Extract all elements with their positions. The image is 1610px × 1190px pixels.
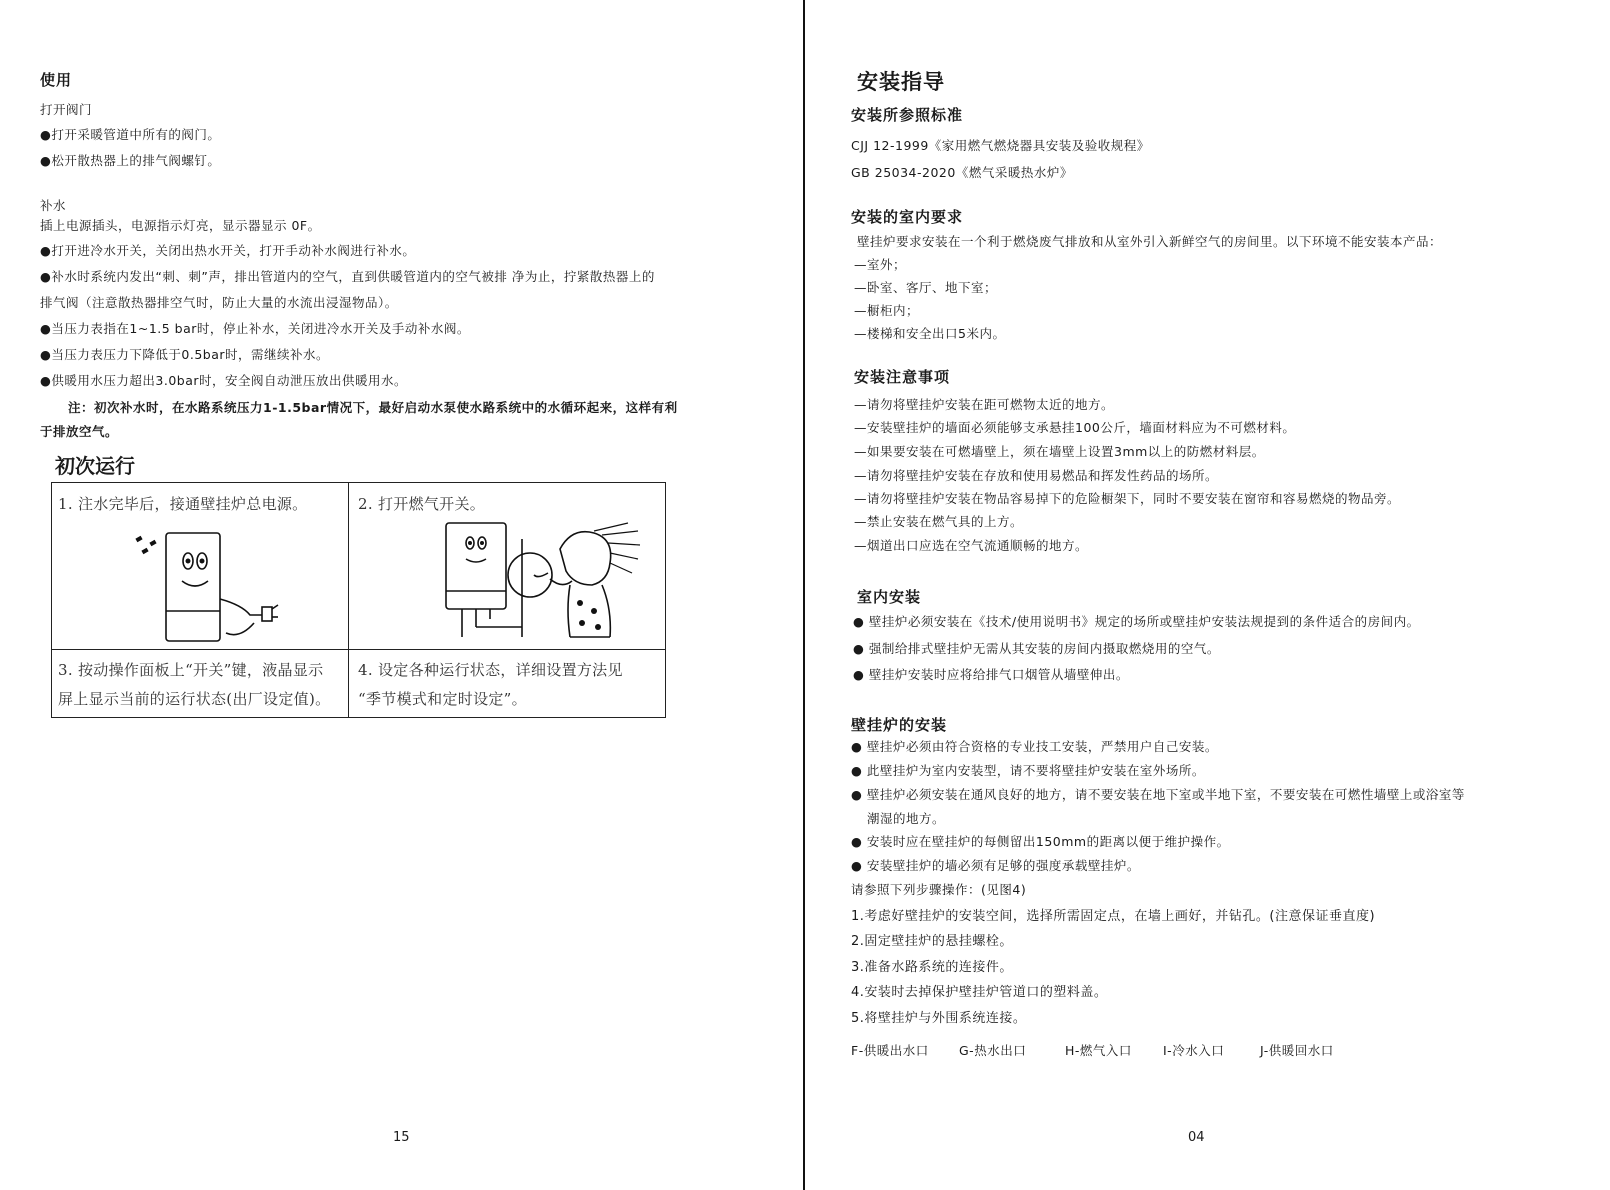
indoor-req-line-3: —卧室、客厅、地下室； xyxy=(854,280,998,295)
step-5: 5.将壁挂炉与外围系统连接。 xyxy=(851,1011,1027,1026)
port-f: F-供暖出水口 xyxy=(851,1043,929,1058)
gas-valve-illustration xyxy=(442,519,642,645)
fill-water-line-5: ●当压力表指在1~1.5 bar时，停止补水，关闭进冷水开关及手动补水阀。 xyxy=(40,321,470,336)
step-3: 3.准备水路系统的连接件。 xyxy=(851,960,1013,975)
fill-water-line-1: 插上电源插头，电源指示灯亮，显示器显示 0F。 xyxy=(40,218,321,233)
fill-water-title: 补水 xyxy=(40,198,67,213)
first-run-cell-1: 1. 注水完毕后，接通壁挂炉总电源。 xyxy=(58,495,308,513)
fill-water-note-2: 于排放空气。 xyxy=(40,424,119,439)
boiler-install-line-2: ● 此壁挂炉为室内安装型，请不要将壁挂炉安装在室外场所。 xyxy=(851,763,1205,778)
boiler-install-line-3: ● 壁挂炉必须安装在通风良好的地方，请不要安装在地下室或半地下室，不要安装在可燃性墙壁上或浴室等 xyxy=(851,787,1465,802)
step-4: 4.安装时去掉保护壁挂炉管道口的塑料盖。 xyxy=(851,985,1108,1000)
notes-line-6: —禁止安装在燃气具的上方。 xyxy=(854,514,1024,529)
left-page xyxy=(0,0,803,1190)
boiler-install-line-5: ● 安装时应在壁挂炉的每侧留出150mm的距离以便于维护操作。 xyxy=(851,834,1230,849)
page-number: 15 xyxy=(393,1130,410,1145)
indoor-install-line-1: ● 壁挂炉必须安装在《技术/使用说明书》规定的场所或壁挂炉安装法规提到的条件适合的房间内。 xyxy=(853,614,1420,629)
use-heading: 使用 xyxy=(40,71,73,89)
fill-water-line-7: ●供暖用水压力超出3.0bar时，安全阀自动泄压放出供暖用水。 xyxy=(40,373,408,388)
boiler-install-line-7: 请参照下列步骤操作：(见图4) xyxy=(851,882,1027,897)
install-guide-title: 安装指导 xyxy=(857,70,945,94)
first-run-cell-4-line-1: 4. 设定各种运行状态，详细设置方法见 xyxy=(358,661,623,679)
fill-water-line-6: ●当压力表压力下降低于0.5bar时，需继续补水。 xyxy=(40,347,330,362)
page-number: 04 xyxy=(1188,1130,1205,1145)
port-j: J-供暖回水口 xyxy=(1260,1043,1334,1058)
indoor-install-heading: 室内安装 xyxy=(857,588,922,606)
notes-line-3: —如果要安装在可燃墙壁上，须在墙壁上设置3mm以上的防燃材料层。 xyxy=(854,444,1265,459)
port-g: G-热水出口 xyxy=(959,1043,1027,1058)
indoor-install-line-3: ● 壁挂炉安装时应将给排气口烟管从墙壁伸出。 xyxy=(853,667,1129,682)
notes-line-7: —烟道出口应选在空气流通顺畅的地方。 xyxy=(854,538,1089,553)
indoor-install-line-2: ● 强制给排式壁挂炉无需从其安装的房间内摄取燃烧用的空气。 xyxy=(853,641,1220,656)
standard-line-2: GB 25034-2020《燃气采暖热水炉》 xyxy=(851,165,1073,180)
indoor-req-line-1: 壁挂炉要求安装在一个利于燃烧废气排放和从室外引入新鲜空气的房间里。以下环境不能安装本产品： xyxy=(857,234,1443,249)
open-valve-title: 打开阀门 xyxy=(40,102,93,117)
first-run-cell-4-line-2: “季节模式和定时设定”。 xyxy=(358,690,527,708)
boiler-power-illustration xyxy=(122,519,302,645)
fill-water-line-2: ●打开进冷水开关，关闭出热水开关，打开手动补水阀进行补水。 xyxy=(40,243,416,258)
first-run-cell-3-line-1: 3. 按动操作面板上“开关”键，液晶显示 xyxy=(58,661,324,679)
port-i: I-冷水入口 xyxy=(1163,1043,1225,1058)
indoor-req-line-4: —橱柜内； xyxy=(854,303,920,318)
right-page xyxy=(806,0,1610,1190)
port-h: H-燃气入口 xyxy=(1065,1043,1132,1058)
fill-water-line-3: ●补水时系统内发出“刺、刺”声，排出管道内的空气，直到供暖管道内的空气被排 净为止，拧紧散热器上的 xyxy=(40,269,655,284)
boiler-install-heading: 壁挂炉的安装 xyxy=(851,716,948,734)
step-1: 1.考虑好壁挂炉的安装空间，选择所需固定点，在墙上画好，并钻孔。(注意保证垂直度) xyxy=(851,909,1376,924)
indoor-req-heading: 安装的室内要求 xyxy=(851,208,964,226)
indoor-req-line-5: —楼梯和安全出口5米内。 xyxy=(854,326,1006,341)
fill-water-line-4: 排气阀（注意散热器排空气时，防止大量的水流出浸湿物品）。 xyxy=(40,295,398,310)
boiler-install-line-4: 潮湿的地方。 xyxy=(867,811,946,826)
fill-water-note-1: 注：初次补水时，在水路系统压力1-1.5bar情况下，最好启动水泵使水路系统中的水循环起来，这样有利 xyxy=(68,400,678,415)
notes-line-5: —请勿将壁挂炉安装在物品容易掉下的危险橱架下，同时不要安装在窗帘和容易燃烧的物品旁。 xyxy=(854,491,1401,506)
notes-line-2: —安装壁挂炉的墙面必须能够支承悬挂100公斤，墙面材料应为不可燃材料。 xyxy=(854,420,1296,435)
first-run-table xyxy=(51,482,666,718)
first-run-heading: 初次运行 xyxy=(55,454,135,478)
notes-line-1: —请勿将壁挂炉安装在距可燃物太近的地方。 xyxy=(854,397,1115,412)
book-spine xyxy=(803,0,805,1190)
standard-line-1: CJJ 12-1999《家用燃气燃烧器具安装及验收规程》 xyxy=(851,138,1150,153)
indoor-req-line-2: —室外； xyxy=(854,257,907,272)
boiler-install-line-1: ● 壁挂炉必须由符合资格的专业技工安装，严禁用户自己安装。 xyxy=(851,739,1218,754)
notes-line-4: —请勿将壁挂炉安装在存放和使用易燃品和挥发性药品的场所。 xyxy=(854,468,1219,483)
first-run-cell-2: 2. 打开燃气开关。 xyxy=(358,495,486,513)
boiler-install-line-6: ● 安装壁挂炉的墙必须有足够的强度承载壁挂炉。 xyxy=(851,858,1140,873)
open-valve-bullet-1: ●打开采暖管道中所有的阀门。 xyxy=(40,127,221,142)
notes-heading: 安装注意事项 xyxy=(854,368,951,386)
first-run-cell-3-line-2: 屏上显示当前的运行状态(出厂设定值)。 xyxy=(58,690,331,708)
step-2: 2.固定壁挂炉的悬挂螺栓。 xyxy=(851,934,1013,949)
open-valve-bullet-2: ●松开散热器上的排气阀螺钉。 xyxy=(40,153,221,168)
standards-heading: 安装所参照标准 xyxy=(851,106,964,124)
